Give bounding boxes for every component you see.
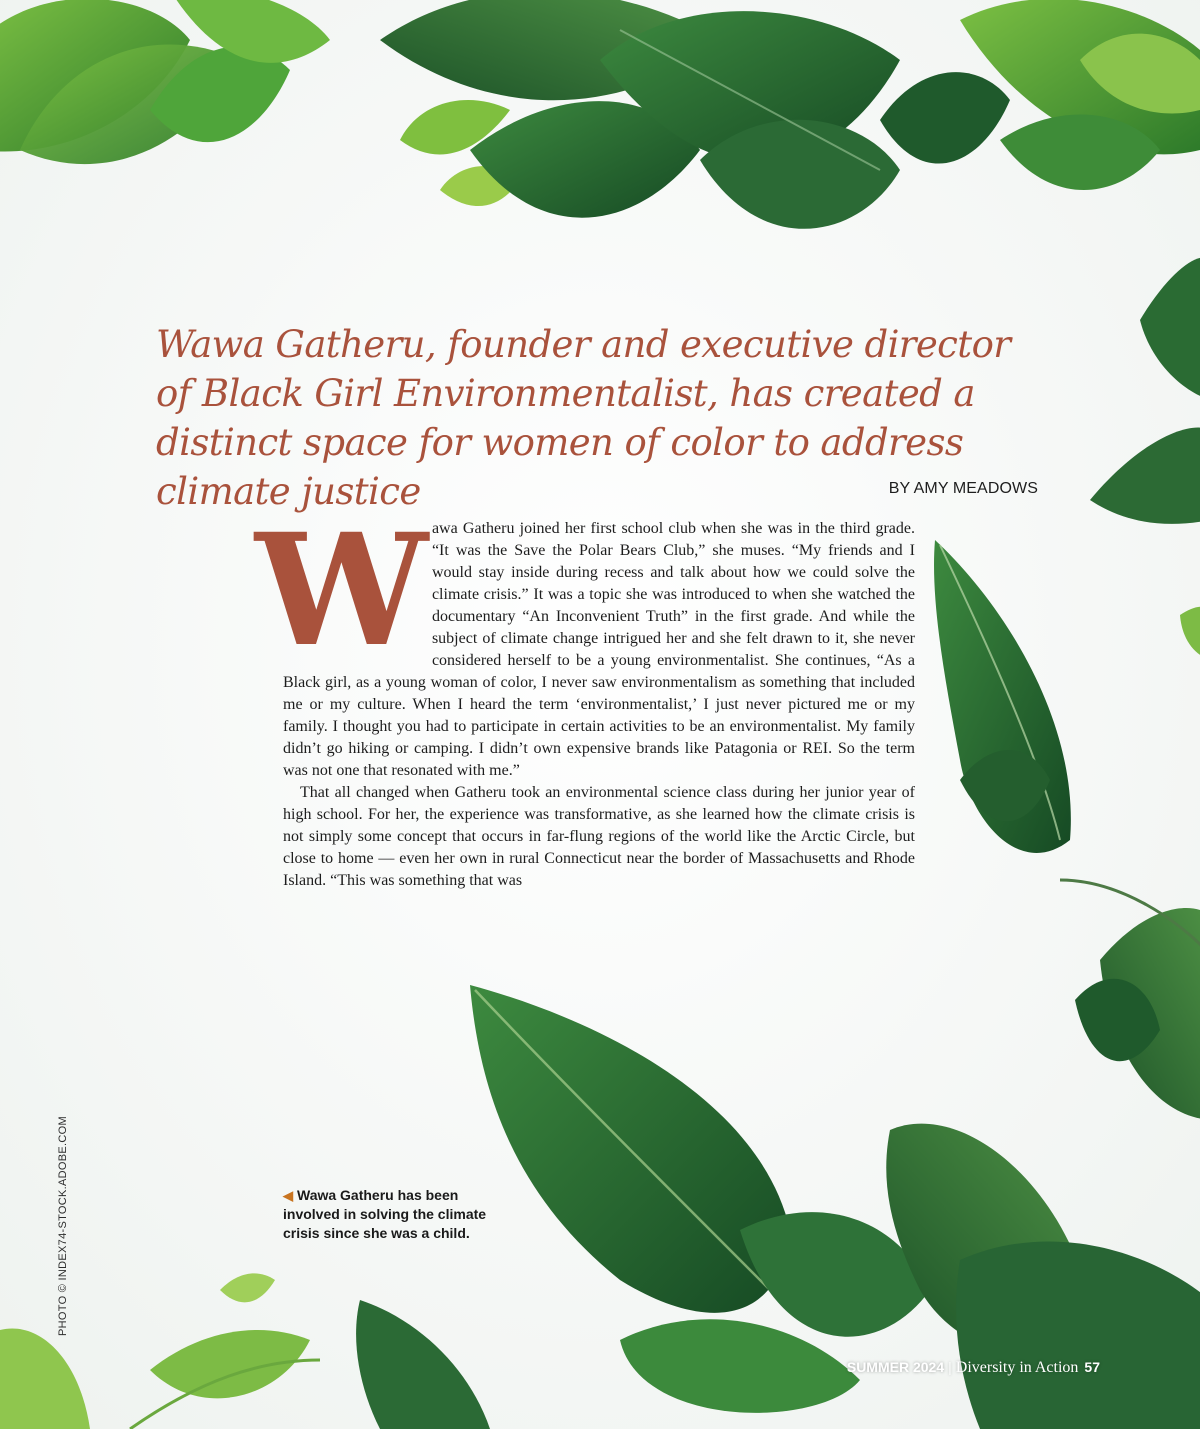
drop-cap: W — [255, 500, 428, 681]
page-number: 57 — [1084, 1359, 1100, 1375]
magazine-name: Diversity in Action — [955, 1359, 1079, 1376]
caption-arrow-icon: ◀ — [283, 1188, 293, 1203]
paragraph-2: That all changed when Gatheru took an environmental science class during her junior year of high school. For her, the experience was transformative, as she learned how the climate crisis is not simply some concept that occurs in far-flung regions of the world like the Arctic Circle, but close to home — even her own in rural Connecticut near the border of Massachusetts and Rhode Island. “This was something that was — [283, 784, 915, 889]
caption-text: Wawa Gatheru has been involved in solving the climate crisis since she was a child. — [283, 1187, 487, 1241]
issue-season: SUMMER 2024 — [846, 1359, 945, 1375]
folio-separator: | — [948, 1359, 952, 1375]
article-body — [255, 500, 915, 892]
photo-caption — [283, 1186, 503, 1243]
page-folio — [847, 1359, 1100, 1377]
byline: BY AMY MEADOWS — [888, 480, 1038, 497]
paragraph-1 — [255, 500, 915, 782]
photo-credit: PHOTO © INDEX74-STOCK.ADOBE.COM — [57, 1116, 69, 1336]
article-headline: Wawa Gatheru, founder and executive director of Black Girl Environmentalist, has created a distinct space for women of color to address climate justice — [156, 323, 1011, 513]
paragraph-1-text: awa Gatheru joined her first school club when she was in the third grade. “It was the Save the Polar Bears Club,” she muses. “My friends and I would stay inside during recess and talk about how we could solve the climate crisis.” It was a topic she was introduced to when she watched the documentary “An Inconvenient Truth” in the first grade. And while the subject of climate change intrigued her and she felt drawn to it, she never considered herself to be a young environmentalist. She continues, “As a Black girl, as a young woman of color, I never saw environmentalism as something that included me or my culture. When I heard the term ‘environmentalist,’ I just never pictured me or my family. I thought you had to participate in certain activities to be an environmentalist. My family didn’t go hiking or camping. I didn’t own expensive brands like Patagonia or REI. So the term was not one that resonated with me.” — [283, 520, 915, 779]
